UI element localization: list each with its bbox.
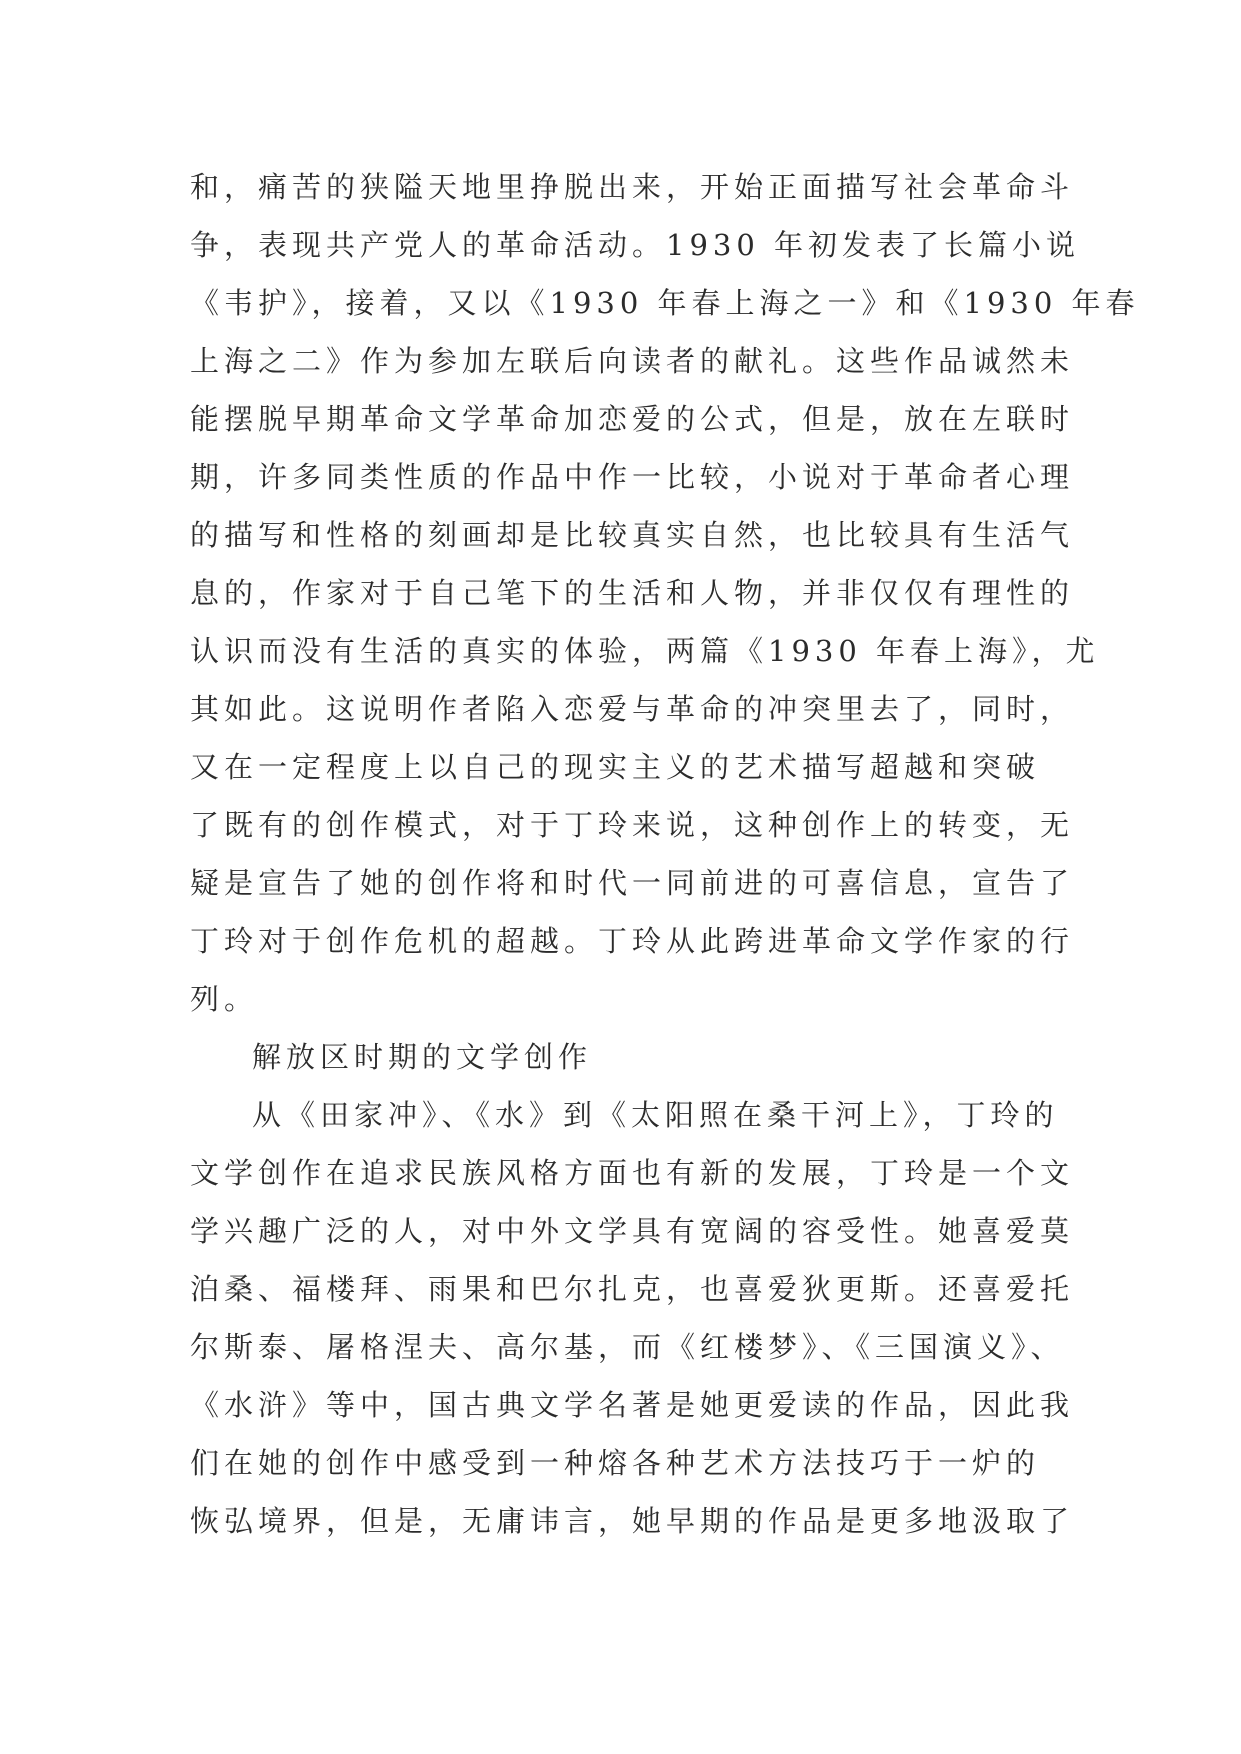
text-line: 又在一定程度上以自己的现实主义的艺术描写超越和突破: [190, 750, 1041, 784]
text-line: 其如此。这说明作者陷入恋爱与革命的冲突里去了，同时，: [190, 692, 1075, 726]
text-line: 疑是宣告了她的创作将和时代一同前进的可喜信息，宣告了: [190, 866, 1075, 900]
text-line: 争，表现共产党人的革命活动。1930 年初发表了长篇小说: [190, 228, 1081, 262]
text-line: 息的，作家对于自己笔下的生活和人物，并非仅仅有理性的: [190, 576, 1075, 610]
text-line: 文学创作在追求民族风格方面也有新的发展，丁玲是一个文: [190, 1156, 1075, 1190]
text-line: 《水浒》等中，国古典文学名著是她更爱读的作品，因此我: [190, 1388, 1075, 1422]
body-text: [190, 158, 1140, 1550]
text-line: 了既有的创作模式，对于丁玲来说，这种创作上的转变，无: [190, 808, 1075, 842]
text-line: 上海之二》作为参加左联后向读者的献礼。这些作品诚然未: [190, 344, 1075, 378]
text-line: 们在她的创作中感受到一种熔各种艺术方法技巧于一炉的: [190, 1446, 1041, 1480]
text-line: 的描写和性格的刻画却是比较真实自然，也比较具有生活气: [190, 518, 1075, 552]
text-line: 能摆脱早期革命文学革命加恋爱的公式，但是，放在左联时: [190, 402, 1075, 436]
text-line: 学兴趣广泛的人，对中外文学具有宽阔的容受性。她喜爱莫: [190, 1214, 1075, 1248]
text-line: 和，痛苦的狭隘天地里挣脱出来，开始正面描写社会革命斗: [190, 170, 1075, 204]
text-line: 泊桑、福楼拜、雨果和巴尔扎克，也喜爱狄更斯。还喜爱托: [190, 1272, 1075, 1306]
text-line: 从《田家冲》、《水》到《太阳照在桑干河上》，丁玲的: [252, 1098, 1059, 1132]
text-line: 丁玲对于创作危机的超越。丁玲从此跨进革命文学作家的行: [190, 924, 1075, 958]
text-line: 尔斯泰、屠格涅夫、高尔基，而《红楼梦》、《三国演义》、: [190, 1330, 1065, 1364]
text-line: 恢弘境界，但是，无庸讳言，她早期的作品是更多地汲取了: [190, 1504, 1075, 1538]
section-heading: 解放区时期的文学创作: [252, 1040, 593, 1074]
text-line: 认识而没有生活的真实的体验，两篇《1930 年春上海》，尤: [190, 634, 1100, 668]
text-line: 列。: [190, 982, 259, 1016]
text-line: 《韦护》，接着，又以《1930 年春上海之一》和《1930 年春: [190, 286, 1140, 320]
text-line: 期，许多同类性质的作品中作一比较，小说对于革命者心理: [190, 460, 1075, 494]
